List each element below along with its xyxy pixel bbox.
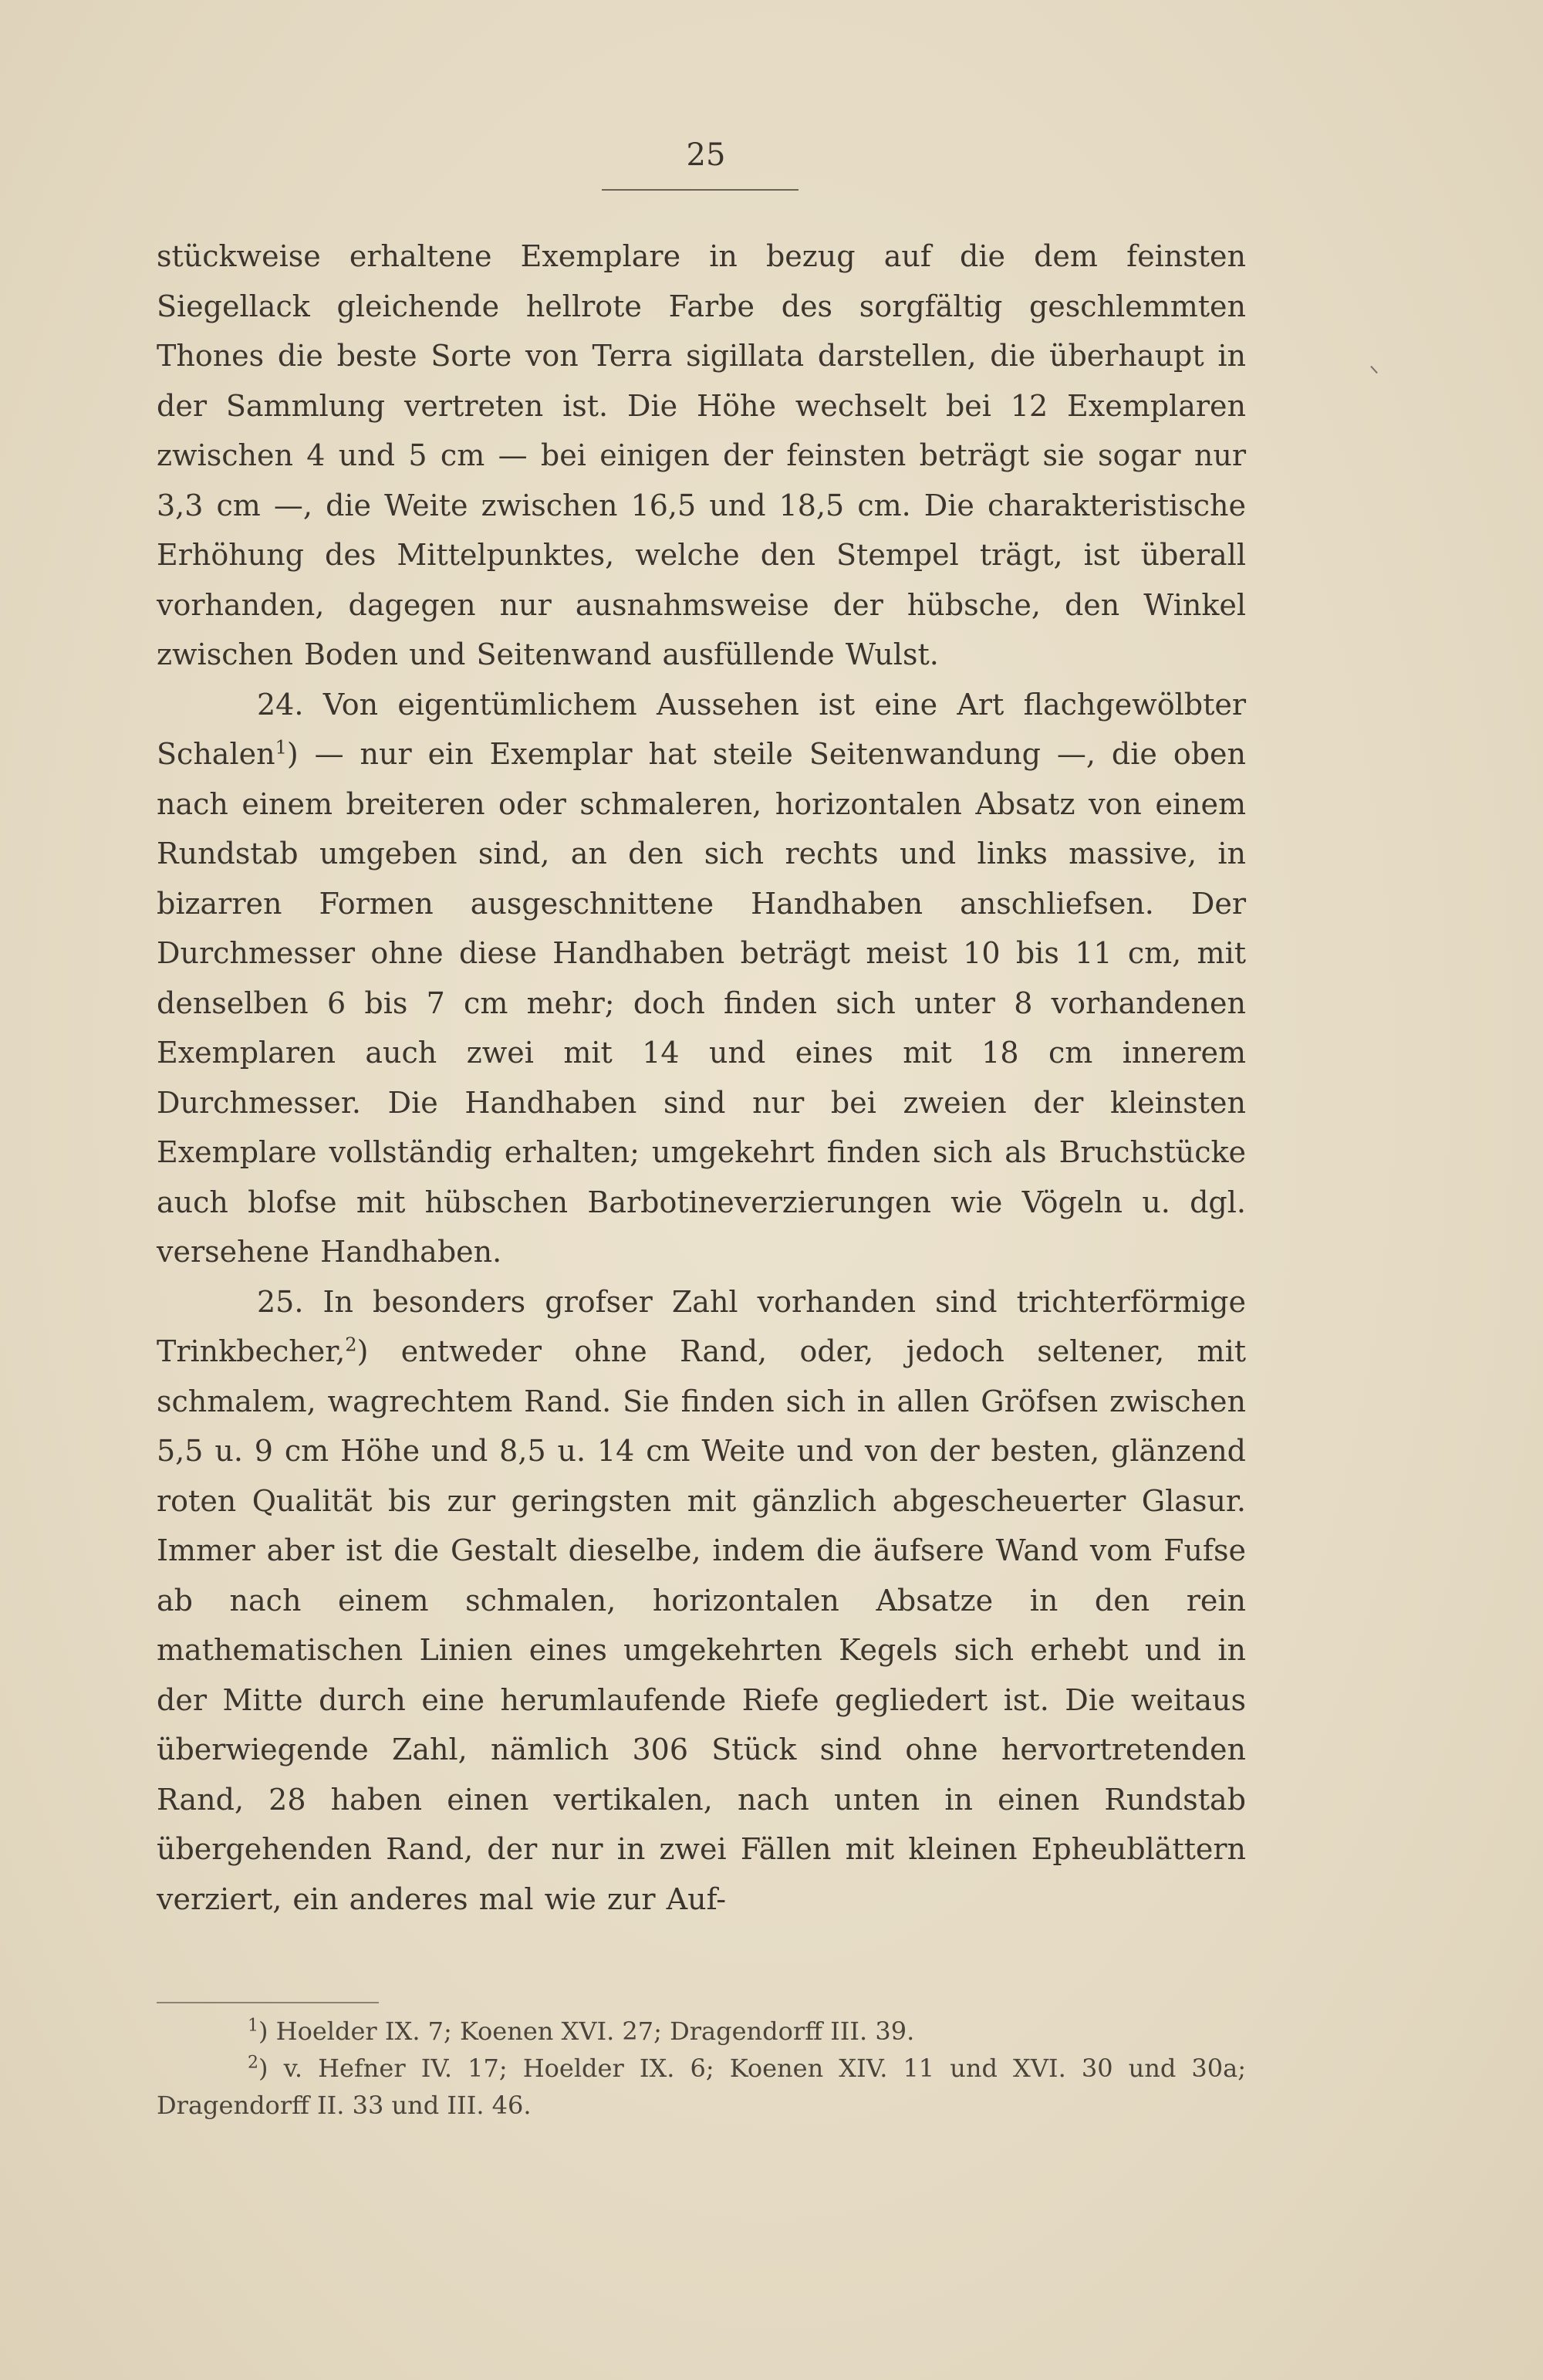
footnote-ref-2: 2: [345, 1334, 357, 1356]
paragraph-25-text-a: 25. In besonders grofser Zahl vorhanden sind trichterförmige Trinkbecher,: [157, 1284, 1246, 1368]
paragraph-continuation: stückweise erhaltene Exemplare in bezug auf die dem feinsten Siegellack gleichende hellrote Farbe des sorgfältig geschlemmten Thones die beste Sorte von Terra sigillata darstellen, die überhaupt in der Sammlung vertreten ist. Die Höhe wechselt bei 12 Exemplaren zwischen 4 und 5 cm — bei einigen der feinsten beträgt sie sogar nur 3,3 cm —, die Weite zwischen 16,5 und 18,5 cm. Die charakteristische Erhöhung des Mittelpunktes, welche den Stempel trägt, ist überall vorhanden, dagegen nur ausnahmsweise der hübsche, den Winkel zwischen Boden und Seitenwand ausfüllende Wulst.: [157, 239, 1246, 671]
footnote-rule: [157, 2002, 379, 2003]
page-number: 25: [686, 137, 726, 173]
footnote-1-mark: 1: [248, 2016, 258, 2036]
footnote-ref-1: 1: [275, 736, 287, 759]
stray-mark: [1370, 366, 1378, 374]
paragraph-24-text-a: 24. Von eigentümlichem Aussehen ist eine Art flachgewölbter Schalen: [157, 687, 1246, 771]
footnote-1-text: ) Hoelder IX. 7; Koenen XVI. 27; Dragendorff III. 39.: [258, 2017, 915, 2046]
footnote-2-mark: 2: [248, 2053, 258, 2073]
footnote-1: [157, 2013, 1246, 2050]
paragraph-25-text-b: ) entweder ohne Rand, oder, jedoch seltener, mit schmalem, wagrechtem Rand. Sie finden sich in allen Gröfsen zwischen 5,5 u. 9 cm Höhe und 8,5 u. 14 cm Weite und von der besten, glänzend roten Qualität bis zur geringsten mit gänzlich abgescheuerter Glasur. Immer aber ist die Gestalt dieselbe, indem die äufsere Wand vom Fufse ab nach einem schmalen, horizontalen Absatze in den rein mathematischen Linien eines umgekehrten Kegels sich erhebt und in der Mitte durch eine herumlaufende Riefe gegliedert ist. Die weitaus überwiegende Zahl, nämlich 306 Stück sind ohne hervortretenden Rand, 28 haben einen vertikalen, nach unten in einen Rundstab übergehenden Rand, der nur in zwei Fällen mit kleinen Epheublättern verziert, ein anderes mal wie zur Auf-: [157, 1334, 1246, 1916]
footnotes: [157, 2013, 1246, 2124]
paragraph-25: [157, 1277, 1246, 1925]
footnote-2: [157, 2050, 1246, 2124]
header-rule: [602, 189, 799, 191]
body-text: [157, 232, 1246, 1924]
footnote-2-text: ) v. Hefner IV. 17; Hoelder IX. 6; Koenen XIV. 11 und XVI. 30 und 30a; Dragendorff II. 33 und III. 46.: [157, 2054, 1246, 2120]
paragraph-24-text-b: ) — nur ein Exemplar hat steile Seitenwandung —, die oben nach einem breiteren oder schmaleren, horizontalen Absatz von einem Rundstab umgeben sind, an den sich rechts und links massive, in bizarren Formen ausgeschnittene Handhaben anschliefsen. Der Durchmesser ohne diese Handhaben beträgt meist 10 bis 11 cm, mit denselben 6 bis 7 cm mehr; doch finden sich unter 8 vorhandenen Exemplaren auch zwei mit 14 und eines mit 18 cm innerem Durchmesser. Die Handhaben sind nur bei zweien der kleinsten Exemplare vollständig erhalten; umgekehrt finden sich als Bruchstücke auch blofse mit hübschen Barbotineverzierungen wie Vögeln u. dgl. versehene Handhaben.: [157, 737, 1246, 1269]
paragraph-24: [157, 680, 1246, 1277]
